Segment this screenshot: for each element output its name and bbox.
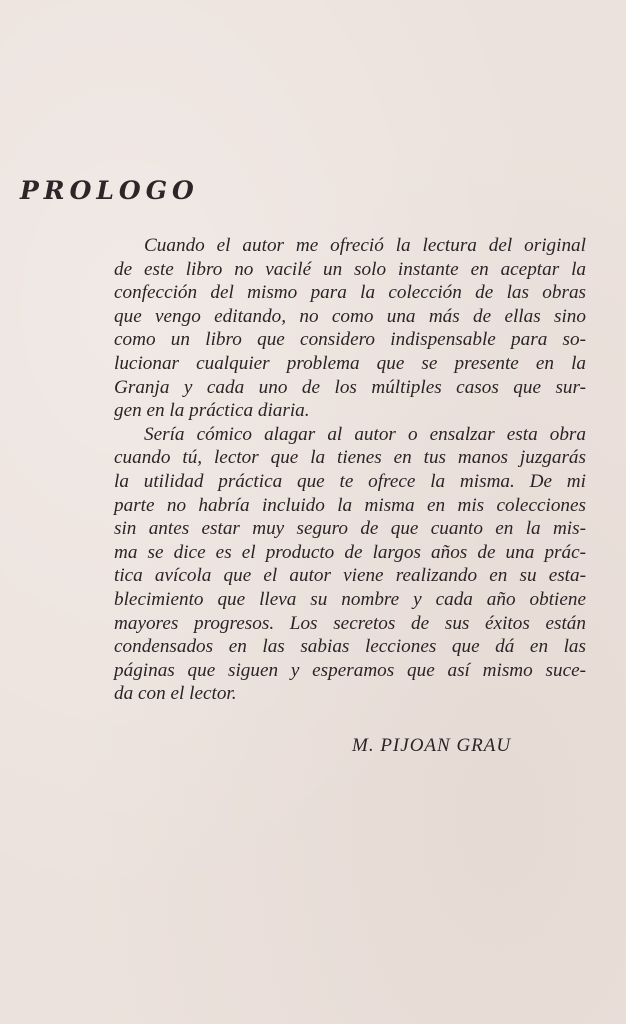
signature: M. PIJOAN GRAU [352,735,512,756]
text-line: gen en la práctica diaria. [114,400,310,422]
text-line: de este libro no vacilé un solo instante en aceptar la [114,258,586,280]
text-line: mayores progresos. Los secretos de sus éxitos están [114,612,586,634]
text-line: la utilidad práctica que te ofrece la misma. De mi [114,470,586,492]
text-line: tica avícola que el autor viene realizando en su esta- [114,565,586,587]
text-line: Sería cómico alagar al autor o ensalzar esta obra [144,423,586,445]
text-line: Granja y cada uno de los múltiples casos que sur- [114,376,586,398]
text-line: ma se dice es el producto de largos años de una prác- [114,541,586,563]
text-line: que vengo editando, no como una más de ellas sino [114,305,586,327]
text-line: sin antes estar muy seguro de que cuanto en la mis- [114,518,586,540]
text-line: parte no habría incluido la misma en mis colecciones [114,494,586,516]
text-line: Cuando el autor me ofreció la lectura del original [144,235,586,256]
paragraph-2 [114,423,586,706]
text-line: da con el lector. [114,683,237,705]
text-line: condensados en las sabias lecciones que dá en las [114,636,586,658]
paragraph-1 [114,234,586,423]
text-line: lucionar cualquier problema que se presente en la [114,352,586,374]
prologue-body [114,234,586,706]
page-heading: PROLOGO [20,176,199,205]
text-line: páginas que siguen y esperamos que así mismo suce- [114,659,586,681]
text-line: como un libro que considero indispensable para so- [114,329,586,351]
text-line: cuando tú, lector que la tienes en tus manos juzgarás [114,447,586,469]
text-line: blecimiento que lleva su nombre y cada año obtiene [114,588,586,610]
text-line: confección del mismo para la colección de las obras [114,282,586,304]
